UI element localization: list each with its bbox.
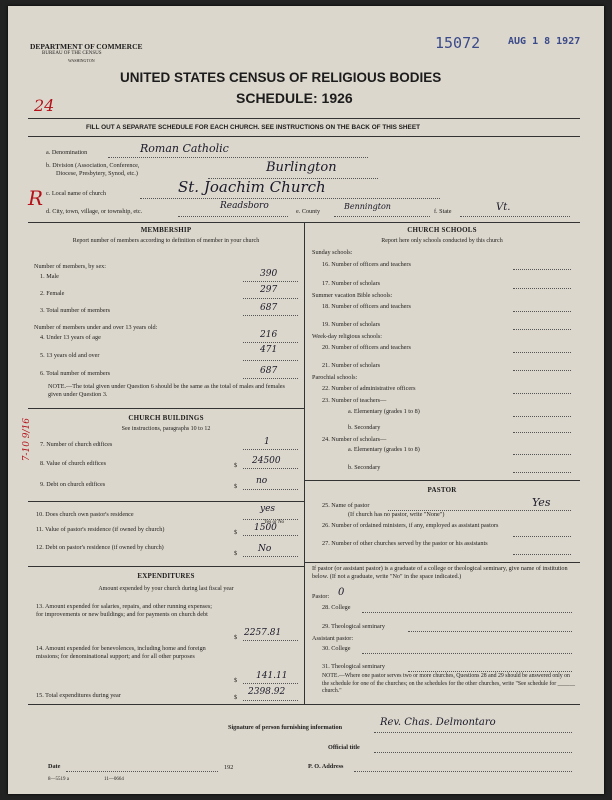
over-13-label: 5. 13 years old and over xyxy=(40,352,100,359)
female-label: 2. Female xyxy=(40,290,65,297)
pastor-name-label: 25. Name of pastor xyxy=(322,502,370,509)
bureau-name: BUREAU OF THE CENSUS xyxy=(42,51,102,56)
membership-intro: Report number of members according to definition of member in your church xyxy=(72,238,260,244)
stamp-number: 15072 xyxy=(435,34,481,52)
official-title-label: Official title xyxy=(328,744,360,751)
benevolences-label: 14. Amount expended for benevolences, including home and foreign missions; for denominational support; and for all other purposes xyxy=(36,645,206,661)
summer-scholars-label: 19. Number of scholars xyxy=(322,321,381,328)
teachers-elementary-label: a. Elementary (grades 1 to 8) xyxy=(348,408,420,415)
edifices-debt-label: 9. Debt on church edifices xyxy=(40,481,106,488)
schools-title: CHURCH SCHOOLS xyxy=(407,226,477,234)
edifices-value: 24500 xyxy=(252,456,281,466)
membership-title: MEMBERSHIP xyxy=(140,226,192,234)
under-13-value: 216 xyxy=(260,330,278,340)
expenditures-title: EXPENDITURES xyxy=(137,572,195,580)
owns-residence-value: yes xyxy=(260,504,276,514)
signature-label: Signature of person furnishing information xyxy=(228,724,343,731)
margin-note: 7-10 9/16 xyxy=(22,418,32,462)
running-expenses-label: 13. Amount expended for salaries, repairs, and other running expenses; for improvements or new buildings; and for payments on church debt xyxy=(36,603,212,619)
residence-value: 1500 xyxy=(254,523,277,533)
date-label: Date xyxy=(48,763,61,770)
pastor-schools-label: Pastor: xyxy=(312,593,330,600)
yes-no-hint: Yes or No xyxy=(264,520,285,525)
graduate-note: If pastor (or assistant pastor) is a graduate of a college or theological seminary, give name of institution below. (If not a graduate, write "No" in the space indicated.) xyxy=(312,565,568,580)
under-13-label: 4. Under 13 years of age xyxy=(40,334,101,341)
summer-officers-label: 18. Number of officers and teachers xyxy=(322,303,411,310)
female-value: 297 xyxy=(260,285,278,295)
sunday-scholars-label: 17. Number of scholars xyxy=(322,280,381,287)
local-name-value: St. Joachim Church xyxy=(178,178,326,196)
schools-intro: Report here only schools conducted by this church xyxy=(381,238,503,244)
total-members-label: 3. Total number of members xyxy=(40,307,111,314)
date-year: 192 xyxy=(224,764,234,771)
members-by-sex-label: Number of members, by sex: xyxy=(34,263,106,270)
sunday-schools-label: Sunday schools: xyxy=(312,249,353,256)
church-edifices-value: 1 xyxy=(264,437,270,447)
edifices-debt-value: no xyxy=(256,476,268,486)
division-value: Burlington xyxy=(266,160,337,175)
total-expenditures-value: 2398.92 xyxy=(248,687,286,697)
schedule-title: SCHEDULE: 1926 xyxy=(236,90,353,106)
local-name-label: c. Local name of church xyxy=(46,190,106,197)
pastor-name-mark: Yes xyxy=(532,496,551,509)
signature-value: Rev. Chas. Delmontaro xyxy=(380,717,496,728)
age-groups-label: Number of members under and over 13 years old: xyxy=(34,324,158,331)
bureau-city: WASHINGTON xyxy=(68,58,95,63)
stamp-date: AUG 1 8 1927 xyxy=(508,36,581,47)
admin-officers-label: 22. Number of administrative officers xyxy=(322,385,416,392)
county-value: Bennington xyxy=(344,202,391,211)
scholars-label: 24. Number of scholars— xyxy=(322,436,387,443)
expenditures-intro: Amount expended by your church during last fiscal year xyxy=(98,586,234,592)
summer-schools-label: Summer vacation Bible schools: xyxy=(312,292,393,299)
city-label: d. City, town, village, or township, etc. xyxy=(46,208,143,215)
form-title: UNITED STATES CENSUS OF RELIGIOUS BODIES xyxy=(120,70,442,85)
residence-debt-value: No xyxy=(258,544,272,554)
division-label-2: Diocese, Presbytery, Synod, etc.) xyxy=(56,170,138,177)
edifices-value-label: 8. Value of church edifices xyxy=(40,460,107,467)
sunday-officers-label: 16. Number of officers and teachers xyxy=(322,261,411,268)
weekday-officers-label: 20. Number of officers and teachers xyxy=(322,344,411,351)
city-value: Readsboro xyxy=(220,201,269,211)
denomination-value: Roman Catholic xyxy=(140,142,229,155)
department-name: DEPARTMENT OF COMMERCE xyxy=(30,42,143,51)
teachers-label: 23. Number of teachers— xyxy=(322,397,387,404)
male-value: 390 xyxy=(260,269,278,279)
church-edifices-label: 7. Number of church edifices xyxy=(40,441,113,448)
buildings-intro: See instructions, paragraphs 10 to 12 xyxy=(121,426,211,432)
membership-note: NOTE.—The total given under Question 6 should be the same as the total of males and females given under Question 3. xyxy=(48,383,285,398)
denomination-label: a. Denomination xyxy=(46,149,88,156)
form-code: 8—5519 a xyxy=(48,777,69,782)
other-churches-label: 27. Number of other churches served by the pastor or his assistants xyxy=(322,540,488,547)
total-members-2-label: 6. Total number of members xyxy=(40,370,111,377)
po-address-label: P. O. Address xyxy=(308,763,344,770)
county-label: e. County xyxy=(296,208,321,215)
total-members-2-value: 687 xyxy=(260,366,278,376)
total-members-value: 687 xyxy=(260,303,278,313)
assistant-seminary-label: 31. Theological seminary xyxy=(322,663,385,670)
owns-residence-label: 10. Does church own pastor's residence xyxy=(36,511,134,518)
red-number-mark: 24 xyxy=(34,96,55,115)
scholars-secondary-label: b. Secondary xyxy=(348,464,381,471)
pastor-seminary-label: 29. Theological seminary xyxy=(322,623,385,630)
running-expenses-value: 2257.81 xyxy=(244,628,282,638)
print-code: 11—0664 xyxy=(104,777,124,782)
assistant-college-label: 30. College xyxy=(322,645,351,652)
over-13-value: 471 xyxy=(260,345,278,355)
pastor-college-label: 28. College xyxy=(322,604,351,611)
ordained-ministers-label: 26. Number of ordained ministers, if any, employed as assistant pastors xyxy=(322,522,499,529)
division-label: b. Division (Association, Conference, xyxy=(46,162,140,169)
pastor-title: PASTOR xyxy=(427,486,457,494)
state-label: f. State xyxy=(434,208,452,215)
pastor-name-hint: (If church has no pastor, write "None") xyxy=(348,511,445,518)
census-schedule-page: DEPARTMENT OF COMMERCE BUREAU OF THE CENSUS WASHINGTON 15072 AUG 1 8 1927 UNITED STATES CENSUS OF RELIGIOUS BODIES SCHEDULE: 1926 24 FILL OUT A SEPARATE SCHEDULE FOR EACH CHURCH. SEE INSTRUCTIONS ON THE BACK OF THIS SHEET a. Denomination Roman Catholic b. Division (Association, Conference, Diocese, Presbytery, Synod, etc.) Burlington R c. Local name of church St. Joachim Church d. City, town, village, or township, etc. Readsboro e. County Bennington f. State Vt. MEMBERSHIP Report number of members according to definition of member in your church Number of members, by sex: 1. Male 390 2. Female 297 3. Total number of members 687 Number of members under and over 13 years old: 4. Under 13 years of age 216 5. 13 years old and over 471 6. Total number of members 687 NOTE.—The total given under Question 6 should be the same as the total of males and females given under Question 3. CHURCH BUILDINGS See instructions, paragraphs 10 to 12 7-10 9/16 7. Number of church edifices 1 8. Value of church edifices $ 24500 9. Debt on church edifices $ no 10. Does church own pastor's residence yes Yes or No 11. Value of pastor's residence (if owned by church) $ 1500 12. Debt on pastor's residence (if owned by church) $ No EXPENDITURES Amount expended by your church during last fiscal year 13. Amount expended for salaries, repairs, and other running expenses; for improvements or new buildings; and for payments on church debt $ 2257.81 14. Amount expended for benevolences, including home and foreign missions; for denominational support; and for all other purposes $ 141.11 15. Total expenditures during year $ 2398.92 CHURCH SCHOOLS Report here only schools conducted by this church Sunday schools: 16. Number of officers and teachers 17. Number of scholars Summer vacation Bible schools: 18. Number of officers and teachers 19. Number of scholars Week-day religious schools: 20. Number of officers and teachers 21. Number of scholars Parochial schools: 22. Number of administrative officers 23. Number of teachers— a. Elementary (grades 1 to 8) b. Secondary 24. Number of scholars— a. Elementary (grades 1 to 8) b. Secondary PASTOR 25. Name of pastor Yes (If church has no pastor, write "None") 26. Number of ordained ministers, if any, employed as assistant pastors 27. Number of other churches served by the pastor or his assistants If pastor (or assistant pastor) is a graduate of a college or theological seminary, give name of institution below. (If not a graduate, write "No" in the space indicated.) Pastor: 0 28. College 29. Theological seminary Assistant pastor: 30. College 31. Theological seminary NOTE.—Where one pastor serves two or more churches, Questions 28 and 29 should be answered only on the schedule for one of the churches; on the schedules for the other churches, write "See schedule for ______ church." Signature of person furnishing information Rev. Chas. Delmontaro Official title Date 192 P. O. Address 8—5519 a 11—0664 xyxy=(8,6,604,794)
benevolences-value: 141.11 xyxy=(256,671,288,681)
residence-debt-label: 12. Debt on pastor's residence (if owned by church) xyxy=(36,544,164,551)
weekday-scholars-label: 21. Number of scholars xyxy=(322,362,381,369)
state-value: Vt. xyxy=(496,202,511,213)
pastor-note: NOTE.—Where one pastor serves two or more churches, Questions 28 and 29 should be answered only on the schedule for one of the churches; on the schedules for the other churches, write "See schedule for ______ church." xyxy=(322,673,575,695)
buildings-title: CHURCH BUILDINGS xyxy=(128,414,204,422)
assistant-pastor-label: Assistant pastor: xyxy=(312,635,354,642)
scholars-elementary-label: a. Elementary (grades 1 to 8) xyxy=(348,446,420,453)
weekday-schools-label: Week-day religious schools: xyxy=(312,333,382,340)
fill-instructions: FILL OUT A SEPARATE SCHEDULE FOR EACH CHURCH. SEE INSTRUCTIONS ON THE BACK OF THIS SHEET xyxy=(86,124,420,131)
red-r-mark: R xyxy=(28,186,44,210)
pastor-schools-mark: 0 xyxy=(338,587,345,598)
total-expenditures-label: 15. Total expenditures during year xyxy=(36,692,121,699)
teachers-secondary-label: b. Secondary xyxy=(348,424,381,431)
male-label: 1. Male xyxy=(40,273,59,280)
parochial-schools-label: Parochial schools: xyxy=(312,374,358,381)
residence-value-label: 11. Value of pastor's residence (if owned by church) xyxy=(36,526,165,533)
